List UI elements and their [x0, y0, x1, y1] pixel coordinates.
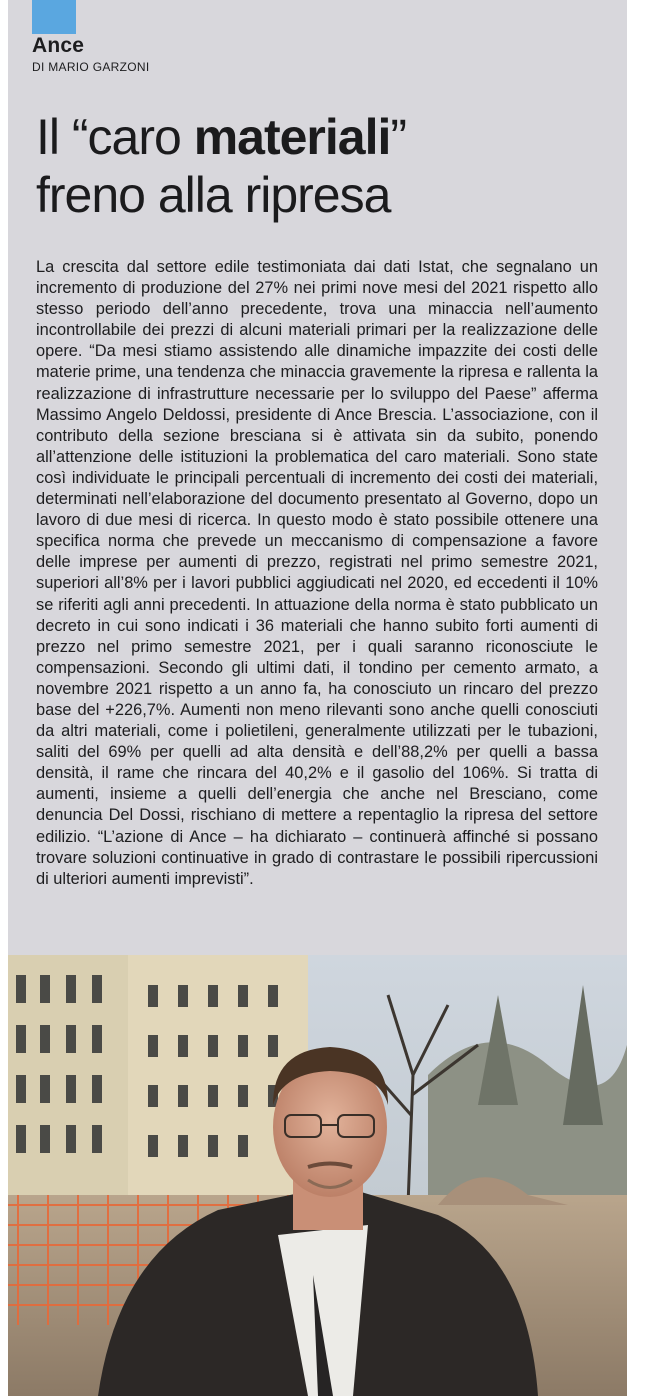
headline-line2: freno alla ripresa: [36, 167, 391, 223]
section-accent: [32, 0, 76, 34]
headline: [36, 108, 616, 224]
section-name: Ance: [32, 34, 85, 57]
headline-bold: materiali: [193, 109, 391, 165]
headline-part2: ”: [390, 109, 407, 165]
headline-part1: Il “caro: [36, 109, 194, 165]
byline: DI MARIO GARZONI: [32, 60, 150, 74]
article-body: La crescita dal settore edile testimoniata dai dati Istat, che segnalano un incremento di produzione del 27% nei primi nove mesi del 2021 rispetto allo stesso periodo dell’anno precedente, trova una minaccia nell’aumento incontrollabile dei prezzi di alcuni materiali primari per la realizzazione delle opere. “Da mesi stiamo assistendo alle dinamiche impazzite dei costi delle materie prime, una tendenza che minaccia gravemente la ripresa e rallenta la realizzazione di infrastrutture necessarie per lo sviluppo del Paese” afferma Massimo Angelo Deldossi, presidente di Ance Brescia. L’associazione, con il contributo della sezione bresciana si è attivata sin da subito, ponendo all’attenzione delle istituzioni la problematica del caro materiali. Sono state così individuate le principali percentuali di incremento dei costi dei materiali, determinati nell’elaborazione del documento presentato al Governo, dopo un lavoro di due mesi di ricerca. In questo modo è stato possibile ottenere una specifica norma che prevede un meccanismo di compensazione a favore delle imprese per aumenti di prezzo, registrati nel primo semestre 2021, superiori all’8% per i lavori pubblici aggiudicati nel 2020, ed eccedenti il 10% se riferiti agli anni precedenti. In attuazione della norma è stato pubblicato un decreto in cui sono indicati i 36 materiali che hanno subito forti aumenti di prezzo nel primo semestre 2021, per i quali saranno riconosciute le compensazioni. Secondo gli ultimi dati, il tondino per cemento armato, a novembre 2021 rispetto a un anno fa, ha conosciuto un rincaro del prezzo base del +226,7%. Aumenti non meno rilevanti sono anche quelli conosciuti da altri materiali, come i polietileni, generalmente utilizzati per le tubazioni, saliti del 69% per quelli ad alta densità e dell’88,2% per quelli a bassa densità, il rame che rincara del 40,2% e il gasolio del 106%. Si tratta di aumenti, insieme a quelli dell’energia che anche nel Bresciano, come denuncia Del Dossi, rischiano di mettere a repentaglio la ripresa del settore edilizio. “L’azione di Ance – ha dichiarato – continuerà affinché si possano trovare soluzioni continuative in grado di contrastare le possibili ripercussioni di ulteriori aumenti imprevisti”.: [36, 258, 598, 888]
portrait-photo: [8, 955, 627, 1396]
